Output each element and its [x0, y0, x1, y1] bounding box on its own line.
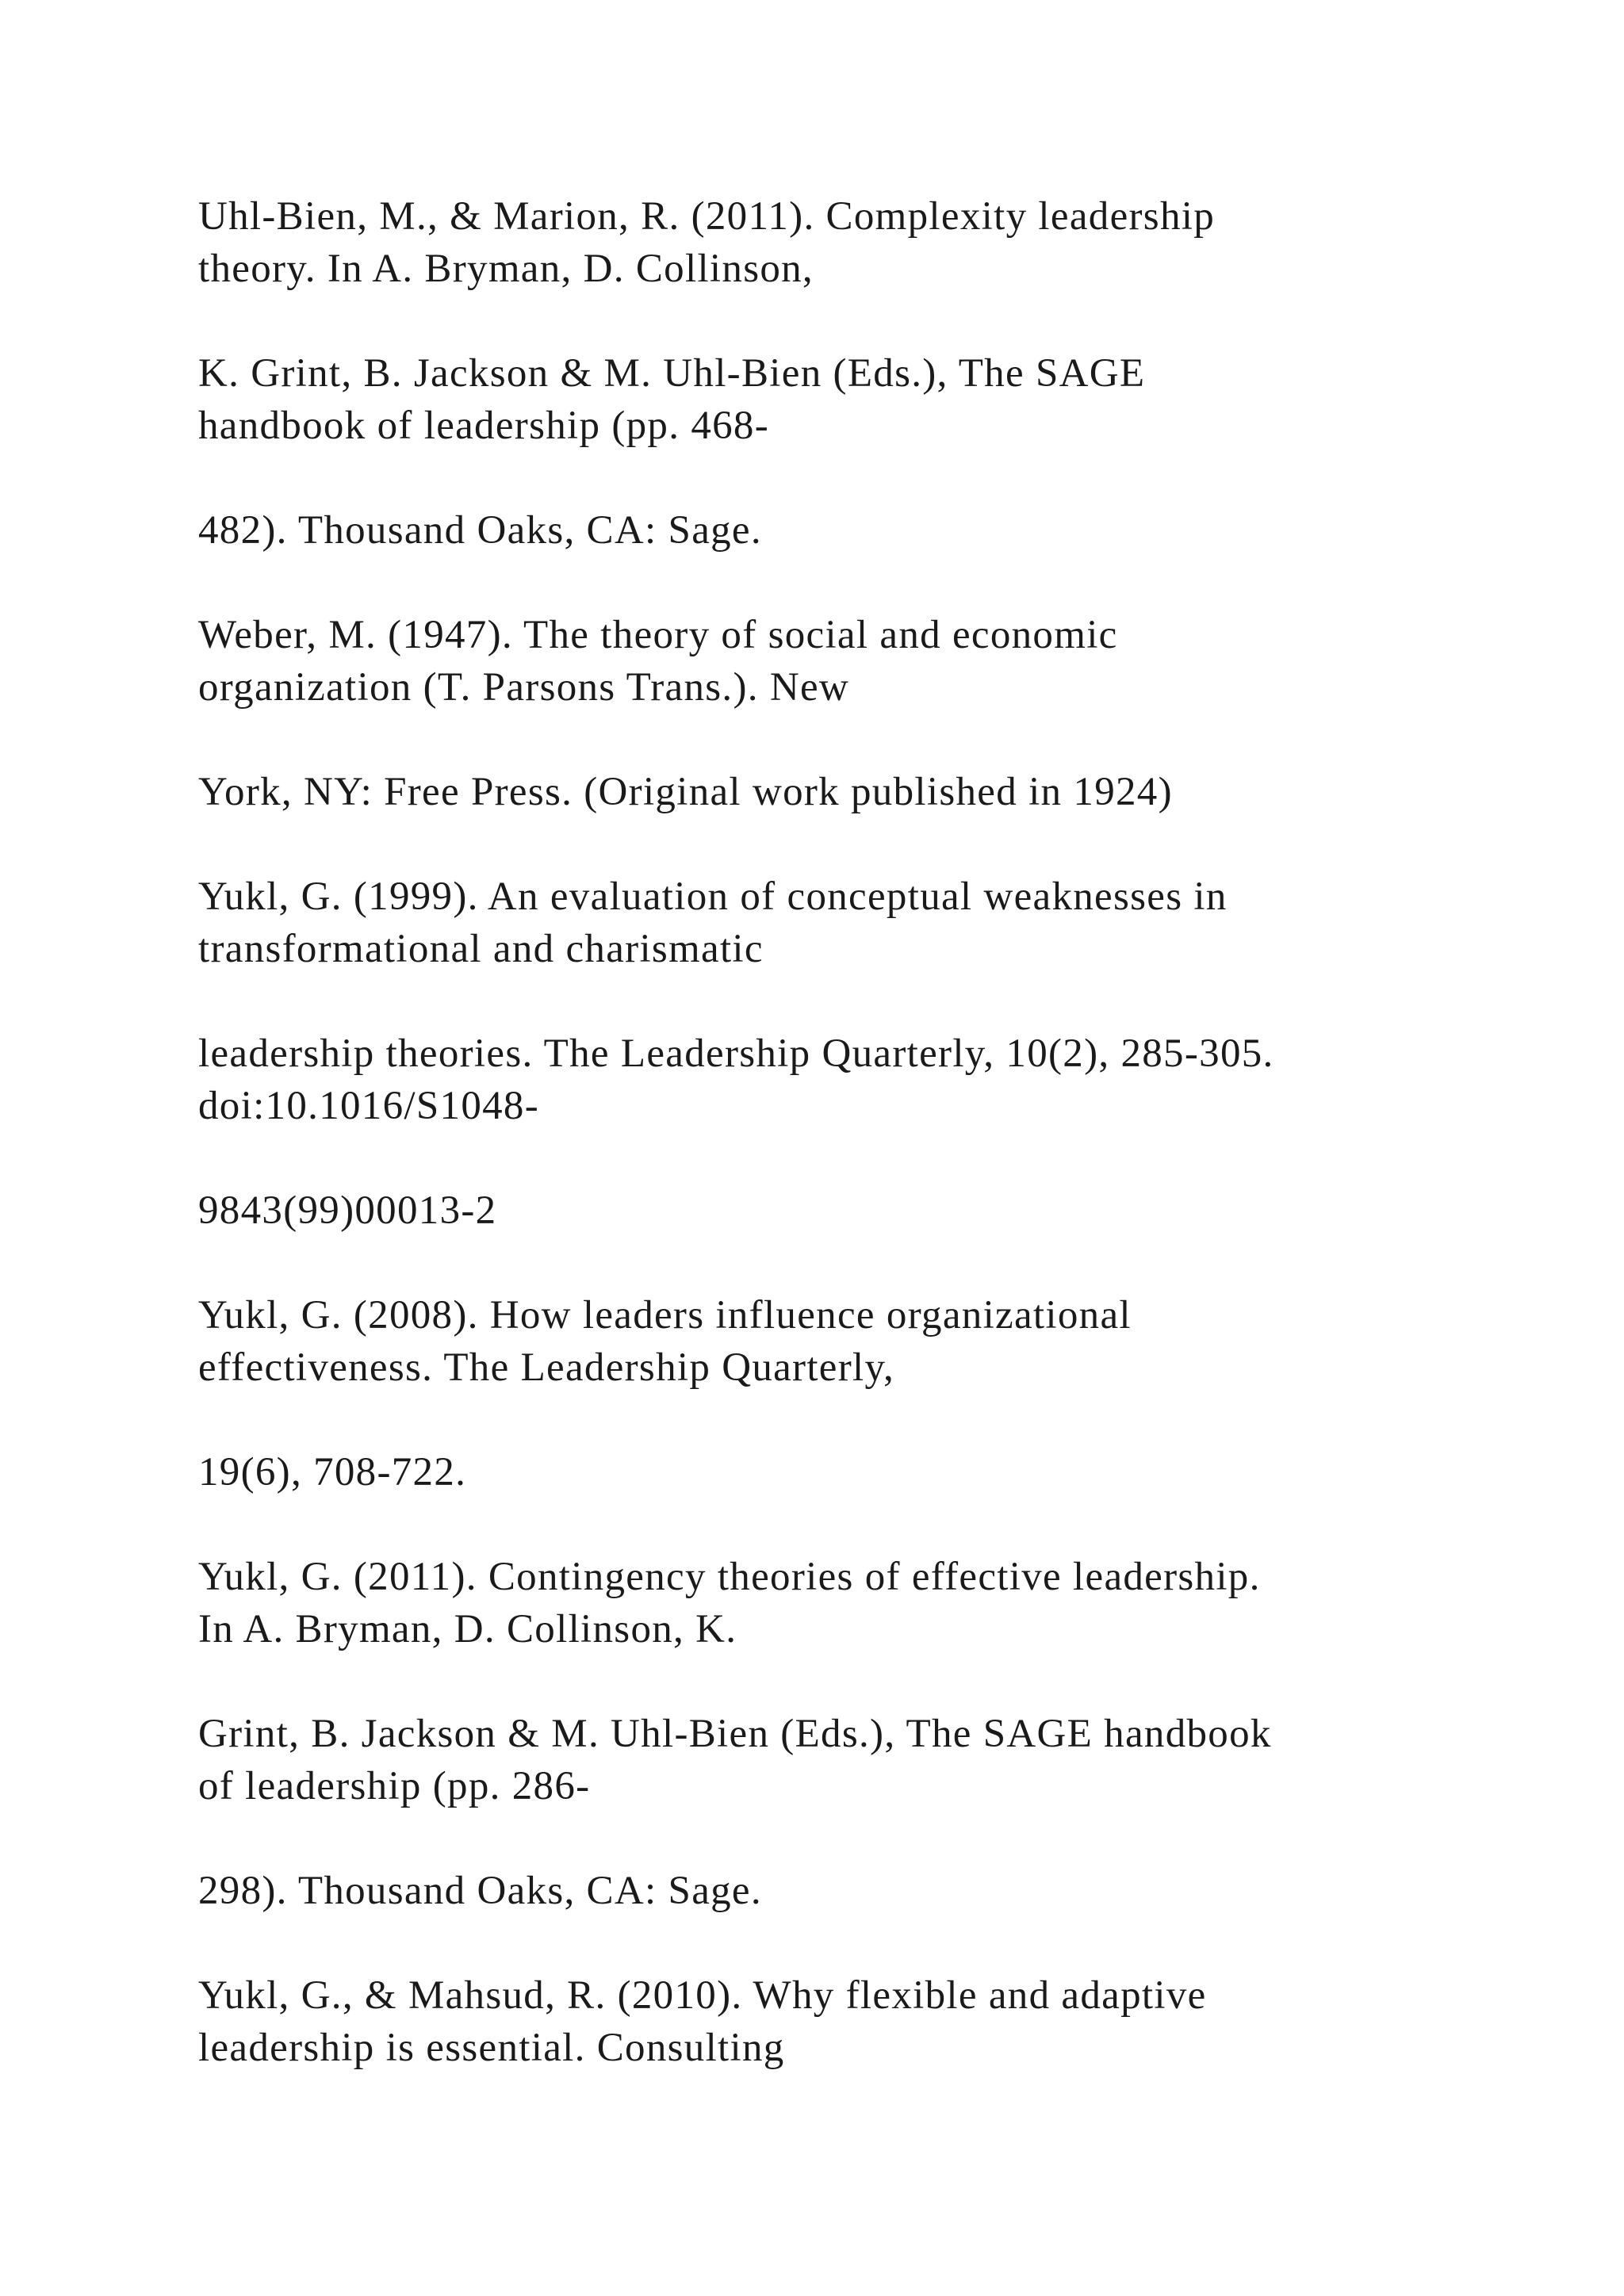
reference-paragraph	[198, 766, 1594, 818]
text-line: transformational and charismatic	[198, 927, 764, 971]
reference-paragraph	[198, 1027, 1594, 1132]
text-line: theory. In A. Bryman, D. Collinson,	[198, 247, 814, 291]
text-line: K. Grint, B. Jackson & M. Uhl-Bien (Eds.), The SAGE	[198, 351, 1146, 396]
reference-paragraph	[198, 1184, 1594, 1237]
reference-list	[198, 190, 1594, 2126]
reference-paragraph	[198, 1969, 1594, 2074]
text-line: York, NY: Free Press. (Original work published in 1924)	[198, 770, 1173, 814]
text-line: Yukl, G., & Mahsud, R. (2010). Why flexible and adaptive	[198, 1973, 1207, 2018]
text-line: of leadership (pp. 286-	[198, 1764, 591, 1808]
reference-paragraph	[198, 190, 1594, 295]
reference-paragraph	[198, 1708, 1594, 1812]
reference-paragraph	[198, 1289, 1594, 1394]
reference-paragraph	[198, 1551, 1594, 1655]
text-line: organization (T. Parsons Trans.). New	[198, 665, 850, 710]
text-line: leadership theories. The Leadership Quarterly, 10(2), 285-305.	[198, 1031, 1274, 1076]
reference-paragraph	[198, 1446, 1594, 1498]
reference-paragraph	[198, 609, 1594, 714]
text-line: Grint, B. Jackson & M. Uhl-Bien (Eds.), The SAGE handbook	[198, 1712, 1272, 1756]
text-line: In A. Bryman, D. Collinson, K.	[198, 1607, 737, 1651]
text-line: Weber, M. (1947). The theory of social and economic	[198, 613, 1118, 657]
reference-paragraph	[198, 347, 1594, 452]
reference-paragraph	[198, 1865, 1594, 1917]
text-line: effectiveness. The Leadership Quarterly,	[198, 1345, 895, 1390]
text-line: handbook of leadership (pp. 468-	[198, 404, 770, 448]
text-line: Uhl-Bien, M., & Marion, R. (2011). Complexity leadership	[198, 194, 1216, 239]
text-line: Yukl, G. (2008). How leaders influence organizational	[198, 1293, 1132, 1337]
text-line: 19(6), 708-722.	[198, 1450, 467, 1494]
reference-paragraph	[198, 871, 1594, 975]
reference-paragraph	[198, 504, 1594, 557]
text-line: doi:10.1016/S1048-	[198, 1084, 540, 1128]
text-line: Yukl, G. (2011). Contingency theories of effective leadership.	[198, 1555, 1261, 1599]
text-line: 9843(99)00013-2	[198, 1188, 497, 1233]
text-line: 482). Thousand Oaks, CA: Sage.	[198, 508, 762, 553]
text-line: 298). Thousand Oaks, CA: Sage.	[198, 1869, 762, 1913]
text-line: Yukl, G. (1999). An evaluation of conceptual weaknesses in	[198, 874, 1228, 919]
text-line: leadership is essential. Consulting	[198, 2026, 785, 2070]
